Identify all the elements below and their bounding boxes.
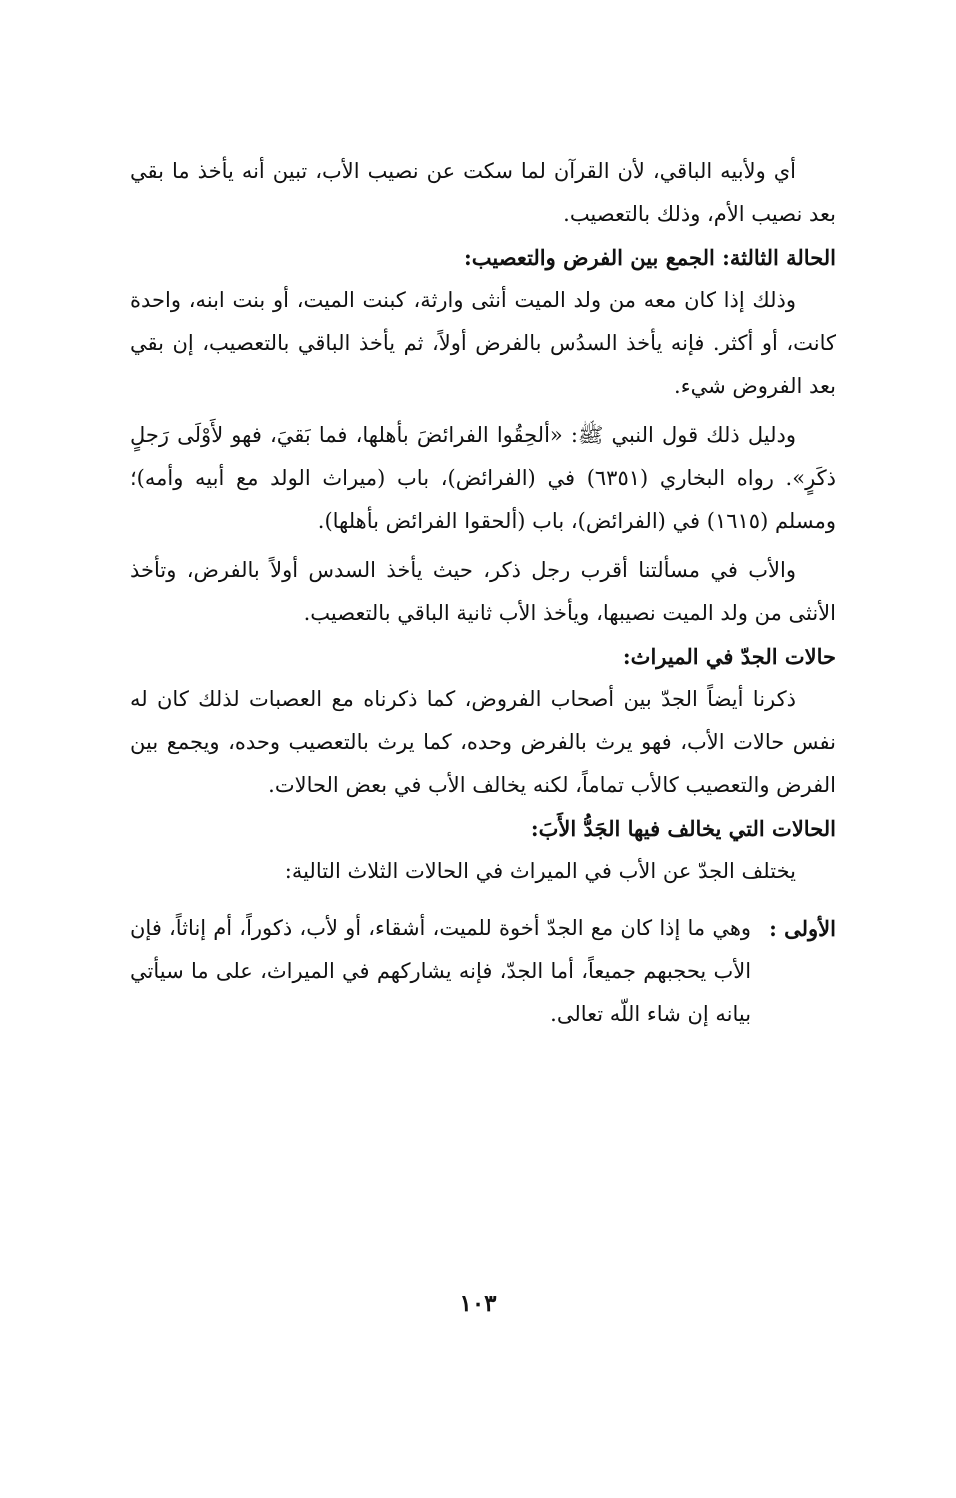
case-first bbox=[130, 907, 836, 1036]
paragraph-hadith-evidence: ودليل ذلك قول النبي ﷺ: «ألحِقُوا الفرائضَ بأهلها، فما بَقيَ، فهو لأَوْلَى رَجلٍ ذكَرٍ». رواه البخاري (٦٣٥١) في (الفرائض)، باب (ميراث الولد مع أبيه وأمه)؛ ومسلم (١٦١٥) في (الفرائض)، باب (ألحقوا الفرائض بأهلها). bbox=[130, 423, 837, 533]
case-first-label: الأولى : bbox=[769, 916, 836, 941]
heading-third-case: الحالة الثالثة: الجمع بين الفرض والتعصيب: bbox=[464, 245, 836, 270]
paragraph-three-cases-intro: يختلف الجدّ عن الأب في الميراث في الحالات الثلاث التالية: bbox=[284, 859, 796, 883]
paragraph-father-remainder: أي ولأبيه الباقي، لأن القرآن لما سكت عن نصيب الأب، تبين أنه يأخذ ما بقي بعد نصيب الأم، وذلك بالتعصيب. bbox=[130, 159, 836, 226]
page-body bbox=[130, 150, 836, 1036]
paragraph-grandfather-cases: ذكرنا أيضاً الجدّ بين أصحاب الفروض، كما ذكرناه مع العصبات لذلك كان له نفس حالات الأب، فهو يرث بالفرض وحده، كما يرث بالتعصيب وحده، ويجمع بين الفرض والتعصيب كالأب تماماً، لكنه يخالف الأب في بعض الحالات. bbox=[130, 687, 836, 797]
heading-grandfather-cases: حالات الجدّ في الميراث: bbox=[622, 644, 836, 669]
paragraph-father-nearest-male: والأب في مسألتنا أقرب رجل ذكر، حيث يأخذ السدس أولاً بالفرض، وتأخذ الأنثى من ولد الميت نصيبها، ويأخذ الأب ثانية الباقي بالتعصيب. bbox=[130, 558, 836, 625]
page-number: ١٠٣ bbox=[459, 1290, 497, 1317]
heading-grandfather-differs: الحالات التي يخالف فيها الجَدُّ الأَبَ: bbox=[530, 816, 836, 841]
case-first-text: وهي ما إذا كان مع الجدّ أخوة للميت، أشقاء، أو لأب، ذكوراً، أم إناثاً، فإن الأب يحجبهم جميعاً، أما الجدّ، فإنه يشاركهم في الميراث، على ما سيأتي بيانه إن شاء اللّه تعالى. bbox=[130, 916, 752, 1026]
paragraph-third-case: وذلك إذا كان معه من ولد الميت أنثى وارثة، كبنت الميت، أو بنت ابنه، واحدة كانت، أو أكثر. فإنه يأخذ السدُس بالفرض أولاً، ثم يأخذ الباقي بالتعصيب، إن بقي بعد الفروض شيء. bbox=[130, 288, 836, 398]
